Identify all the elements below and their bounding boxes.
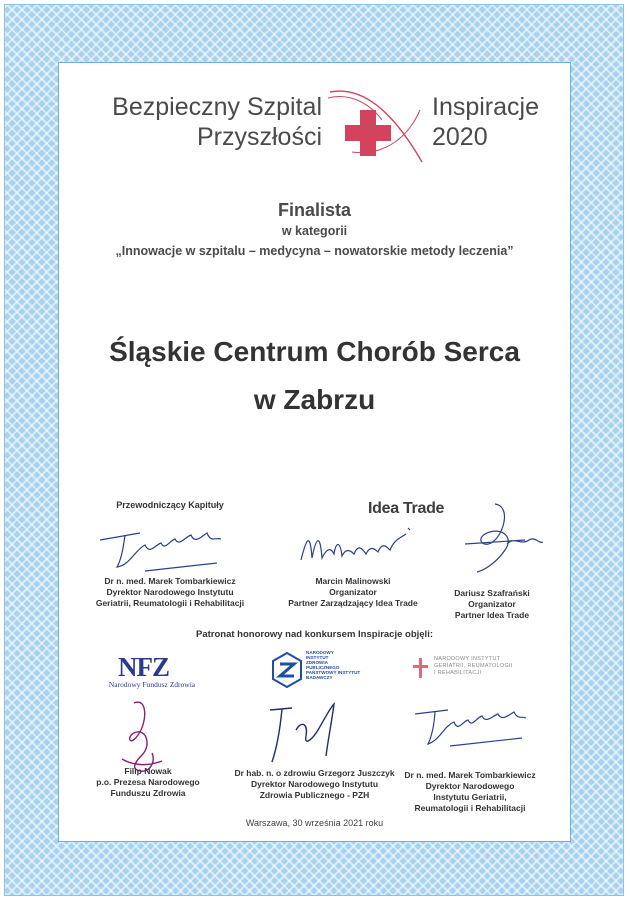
organizer1-role1: Organizator [329, 587, 377, 597]
organizer2-role1: Organizator [468, 599, 516, 609]
organizer-brand: Idea Trade [368, 500, 445, 517]
organizer1-name: Marcin Malinowski [315, 576, 391, 586]
edition-year: 2020 [432, 123, 488, 151]
patron1-name: Filip Nowak [124, 766, 172, 776]
organizer1-role2: Partner Zarządzający Idea Trade [288, 598, 418, 608]
nigrir-logo-text [434, 656, 513, 677]
patron1-block [88, 766, 208, 799]
patron3-role2: Instytutu Geriatrii, [433, 792, 507, 802]
organizer2-signature-icon [455, 500, 545, 580]
nigrir-line: GERIATRII, REUMATOLOGII [434, 663, 513, 669]
award-title: Finalista [277, 200, 352, 220]
chair-signature-icon [95, 515, 225, 575]
nigrir-logo [412, 656, 542, 686]
category-label: w kategorii [281, 224, 348, 238]
patron3-name: Dr n. med. Marek Tombarkiewicz [404, 770, 536, 780]
patron3-block [400, 770, 540, 814]
pzh-logo-text [306, 650, 360, 680]
category-name: „Innowacje w szpitalu – medycyna – nowatorskie metody leczenia” [115, 244, 514, 258]
pzh-signature-icon [262, 700, 352, 764]
chair-role1: Dyrektor Narodowego Instytutu [106, 587, 234, 597]
pzh-line: ZDROWIA [306, 660, 328, 665]
pzh-line: NARODOWY [306, 650, 334, 655]
nigrir-line: NARODOWY INSTYTUT [434, 656, 501, 662]
patron2-block [232, 768, 397, 801]
edition-name [432, 92, 572, 152]
organizer1-signature-icon [296, 520, 426, 570]
organizer2-role2: Partner Idea Trade [454, 610, 530, 620]
patronage-heading: Patronat honorowy nad konkursem Inspiracje objęli: [195, 629, 434, 640]
patron1-role2: Funduszu Zdrowia [110, 788, 186, 798]
event-name-line1: Bezpieczny Szpital [112, 93, 322, 121]
pzh-logo [272, 650, 372, 692]
patron1-role1: p.o. Prezesa Narodowego [96, 777, 200, 787]
pzh-line: PAŃSTWOWY INSTYTUT [306, 670, 361, 675]
chair-role2: Geriatrii, Reumatologii i Rehabilitacji [95, 598, 245, 608]
event-name [82, 92, 322, 152]
patron2-role2: Zdrowia Publicznego - PZH [259, 790, 370, 800]
edition-line1: Inspiracje [432, 93, 539, 121]
pzh-line: BADAWCZY [306, 675, 333, 680]
patron2-role1: Dyrektor Narodowego Instytutu [250, 779, 379, 789]
pzh-line: PUBLICZNEGO [306, 665, 340, 670]
organizer1-block [278, 576, 428, 609]
nfz-subtitle: Narodowy Fundusz Zdrowia [108, 680, 196, 689]
organizer2-name: Dariusz Szafrański [454, 588, 530, 598]
chair-caption: Przewodniczący Kapituły [116, 500, 224, 510]
winner-name-line2: w Zabrzu [253, 384, 376, 415]
nfz-signature-icon [112, 695, 172, 775]
organizer2-block [432, 588, 552, 621]
nigrir-line: I REHABILITACJI [434, 670, 482, 676]
chair-name: Dr n. med. Marek Tombarkiewicz [104, 576, 236, 586]
pzh-line: INSTYTUT [306, 655, 329, 660]
patron3-role3: Reumatologii i Rehabilitacji [414, 803, 526, 813]
nigrir-cross-icon [412, 656, 430, 680]
pzh-emblem-icon [272, 652, 302, 688]
nigrir-signature-icon [410, 700, 530, 750]
date-line: Warszawa, 30 września 2021 roku [245, 818, 384, 828]
winner-name-line1: Śląskie Centrum Chorób Serca [109, 336, 520, 367]
event-name-line2: Przyszłości [196, 123, 322, 151]
hospital-cross-icon [322, 80, 432, 170]
nfz-logo: NFZ [118, 652, 169, 682]
patron3-role1: Dyrektor Narodowego [425, 781, 515, 791]
chair-block [85, 576, 255, 609]
patron2-name: Dr hab. n. o zdrowiu Grzegorz Juszczyk [234, 768, 395, 778]
